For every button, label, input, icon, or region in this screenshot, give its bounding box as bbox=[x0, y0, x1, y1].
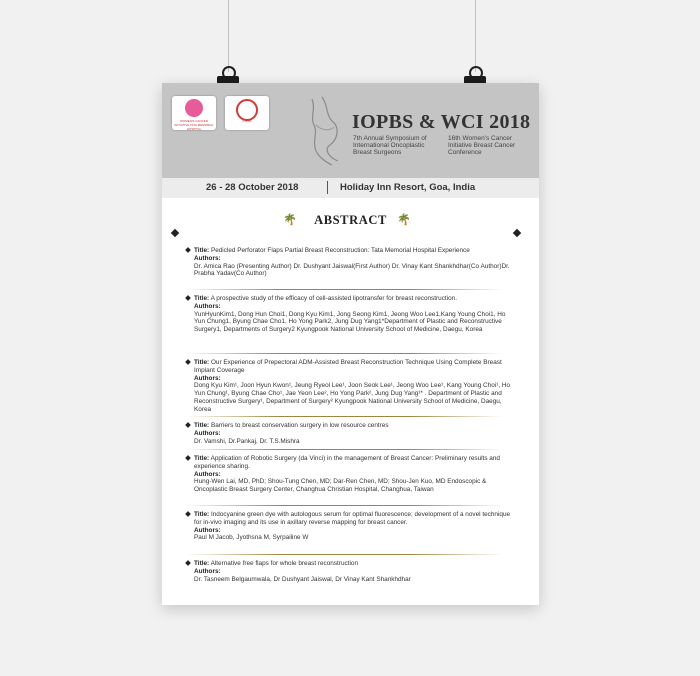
abstract-title: Barriers to breast conservation surgery in low resource centres bbox=[210, 422, 389, 429]
header-banner bbox=[162, 83, 539, 178]
event-venue: Holiday Inn Resort, Goa, India bbox=[340, 182, 476, 193]
palm-tree-icon-right: 🌴 bbox=[397, 214, 411, 226]
abstract-authors: Hung-Wen Lai, MD, PhD; Shou-Tung Chen, MD; Dar-Ren Chen, MD; Shou-Jen Kuo, MD Endoscopic & Oncoplastic Breast Surgery Center, Changhua Christian Hospital, Changhua, Taiwan bbox=[194, 478, 487, 494]
bullet-icon bbox=[185, 247, 191, 253]
abstract-item: Title: Application of Robotic Surgery (da Vinci) in the management of Breast Cancer: Preliminary results and experience sharing. Authors: Hung-Wen Lai, MD, PhD; Shou-Tung Chen, MD; Dar-Ren Chen, MD; Shou-Jen Kuo, MD Endoscopic & Oncoplastic Breast Surgery Center, Changhua Christian Hospital, Changhua, Taiwan bbox=[186, 455, 516, 494]
womens-cancer-initiative-logo: WOMEN'S CANCER INITIATIVE TATA MEMORIAL HOSPITAL bbox=[172, 96, 216, 130]
abstract-item: Title: Barriers to breast conservation surgery in low resource centres Authors: Dr. Vamshi, Dr.Pankaj, Dr. T.S.Mishra bbox=[186, 422, 516, 445]
subtitle-symposium: 7th Annual Symposium of International Oncoplastic Breast Surgeons bbox=[353, 135, 427, 156]
iopbs-logo: IOPBS bbox=[225, 96, 269, 130]
bullet-icon bbox=[185, 560, 191, 566]
abstract-title: Indocyanine green dye with autologous serum for optimal fluorescence; development of a novel technique for in-vivo imaging and its use in axillary reverse mapping for breast cancer. bbox=[194, 511, 511, 526]
abstract-authors: Dr. Vamshi, Dr.Pankaj, Dr. T.S.Mishra bbox=[194, 437, 300, 445]
abstract-title: Application of Robotic Surgery (da Vinci) in the management of Breast Cancer: Preliminary results and experience sharing. bbox=[194, 455, 500, 470]
abstract-title: Our Experience of Prepectoral ADM-Assisted Breast Reconstruction Technique Using Complete Breast Implant Coverage bbox=[194, 359, 502, 374]
event-dates: 26 - 28 October 2018 bbox=[206, 182, 299, 193]
palm-tree-icon-left: 🌴 bbox=[283, 214, 297, 226]
abstract-authors: Paul M Jacob, Jyothsna M, Syrpailine W bbox=[194, 534, 309, 542]
date-venue-bar bbox=[162, 178, 539, 198]
abstract-authors: Dong Kyu Kim¹, Joon Hyun Kwon¹, Jeung Ryeol Lee¹, Joon Seok Lee¹, Jeong Woo Lee¹, Kang Young Choi¹, Ho Yun Chung¹, Byung Chae Cho¹, Jae Yeon Lee², Ho Yong Park², Jung Dug Yang¹* . Department of Plastic and Reconstructive Surgery¹, Department of Surgery² Kyungpook National University School of Medicine, Daegu, Korea bbox=[194, 382, 511, 413]
abstract-item: Title: Indocyanine green dye with autologous serum for optimal fluorescence; development of a novel technique for in-vivo imaging and its use in axillary reverse mapping for breast cancer. Authors: Paul M Jacob, Jyothsna M, Syrpailine W bbox=[186, 511, 516, 542]
divider-rule bbox=[186, 289, 504, 290]
conference-title: IOPBS & WCI 2018 bbox=[352, 111, 531, 133]
bullet-icon bbox=[185, 359, 191, 365]
abstract-item: Title: Our Experience of Prepectoral ADM-Assisted Breast Reconstruction Technique Using Complete Breast Implant Coverage Authors: Dong Kyu Kim¹, Joon Hyun Kwon¹, Jeung Ryeol Lee¹, Joon Seok Lee¹, Jeong Woo Lee¹, Kang Young Choi¹, Ho Yun Chung¹, Byung Chae Cho¹, Jae Yeon Lee², Ho Yong Park², Jung Dug Yang¹* . Department of Plastic and Reconstructive Surgery¹, Department of Surgery² Kyungpook National University School of Medicine, Daegu, Korea bbox=[186, 359, 516, 414]
divider-rule bbox=[186, 505, 504, 506]
divider-rule bbox=[186, 554, 504, 555]
abstract-item: Title: Alternative free flaps for whole breast reconstruction Authors: Dr. Tasneem Belgaumwala, Dr Dushyant Jaiswal, Dr Vinay Kant Shankhdhar bbox=[186, 560, 516, 583]
abstract-authors: Dr. Tasneem Belgaumwala, Dr Dushyant Jaiswal, Dr Vinay Kant Shankhdhar bbox=[194, 575, 411, 583]
figure-silhouette-icon bbox=[302, 95, 346, 167]
divider-rule bbox=[186, 416, 504, 417]
ornament-diamond-left bbox=[171, 229, 179, 237]
abstract-title: A prospective study of the efficacy of cell-assisted lipotransfer for breast reconstruction. bbox=[210, 295, 457, 302]
ornament-diamond-right bbox=[513, 229, 521, 237]
abstract-item: Title: Pedicled Perforator Flaps Partial Breast Reconstruction: Tata Memorial Hospital Experience Authors: Dr. Amica Rao (Presenting Author) Dr. Dushyant Jaiswal(First Author) Dr. Vinay Kant Shankhdhar(Co Author)Dr. Prabha Yadav(Co Author) bbox=[186, 247, 516, 278]
abstract-item: Title: A prospective study of the efficacy of cell-assisted lipotransfer for breast reconstruction. Authors: YunHyunKim1, Dong Hun Choi1, Dong Kyu Kim1, Jong Seong Kim1, Jeong Woo Lee1,Kang Young Choi1, Ho Yun Chung1, Byung Chae Cho1, Ho Yong Park2, Jung Dug Yang1*Department of Plastic and Reconstructive Surgery1, Departments of Surgery2 Kyungpook National University School of Medicine, Daegu, Korea bbox=[186, 295, 516, 334]
divider-rule bbox=[186, 353, 504, 354]
divider bbox=[327, 181, 328, 194]
bullet-icon bbox=[185, 422, 191, 428]
abstract-authors: Dr. Amica Rao (Presenting Author) Dr. Dushyant Jaiswal(First Author) Dr. Vinay Kant Shankhdhar(Co Author)Dr. Prabha Yadav(Co Author) bbox=[194, 262, 510, 278]
abstract-title: Pedicled Perforator Flaps Partial Breast Reconstruction: Tata Memorial Hospital Experience bbox=[210, 247, 470, 254]
subtitle-wci: 16th Women's Cancer Initiative Breast Cancer Conference bbox=[448, 135, 516, 156]
divider-rule bbox=[186, 449, 504, 450]
abstract-title: Alternative free flaps for whole breast reconstruction bbox=[210, 560, 359, 567]
poster bbox=[162, 83, 539, 605]
bullet-icon bbox=[185, 511, 191, 517]
bullet-icon bbox=[185, 295, 191, 301]
hanging-wire-left bbox=[228, 0, 229, 72]
abstract-heading: ABSTRACT bbox=[314, 213, 387, 227]
bullet-icon bbox=[185, 455, 191, 461]
hanging-wire-right bbox=[475, 0, 476, 72]
abstract-authors: YunHyunKim1, Dong Hun Choi1, Dong Kyu Kim1, Jong Seong Kim1, Jeong Woo Lee1,Kang Young Choi1, Ho Yun Chung1, Byung Chae Cho1, Ho Yong Park2, Jung Dug Yang1*Department of Plastic and Reconstructive Surgery1, Departments of Surgery2 Kyungpook National University School of Medicine, Daegu, Korea bbox=[194, 310, 506, 334]
